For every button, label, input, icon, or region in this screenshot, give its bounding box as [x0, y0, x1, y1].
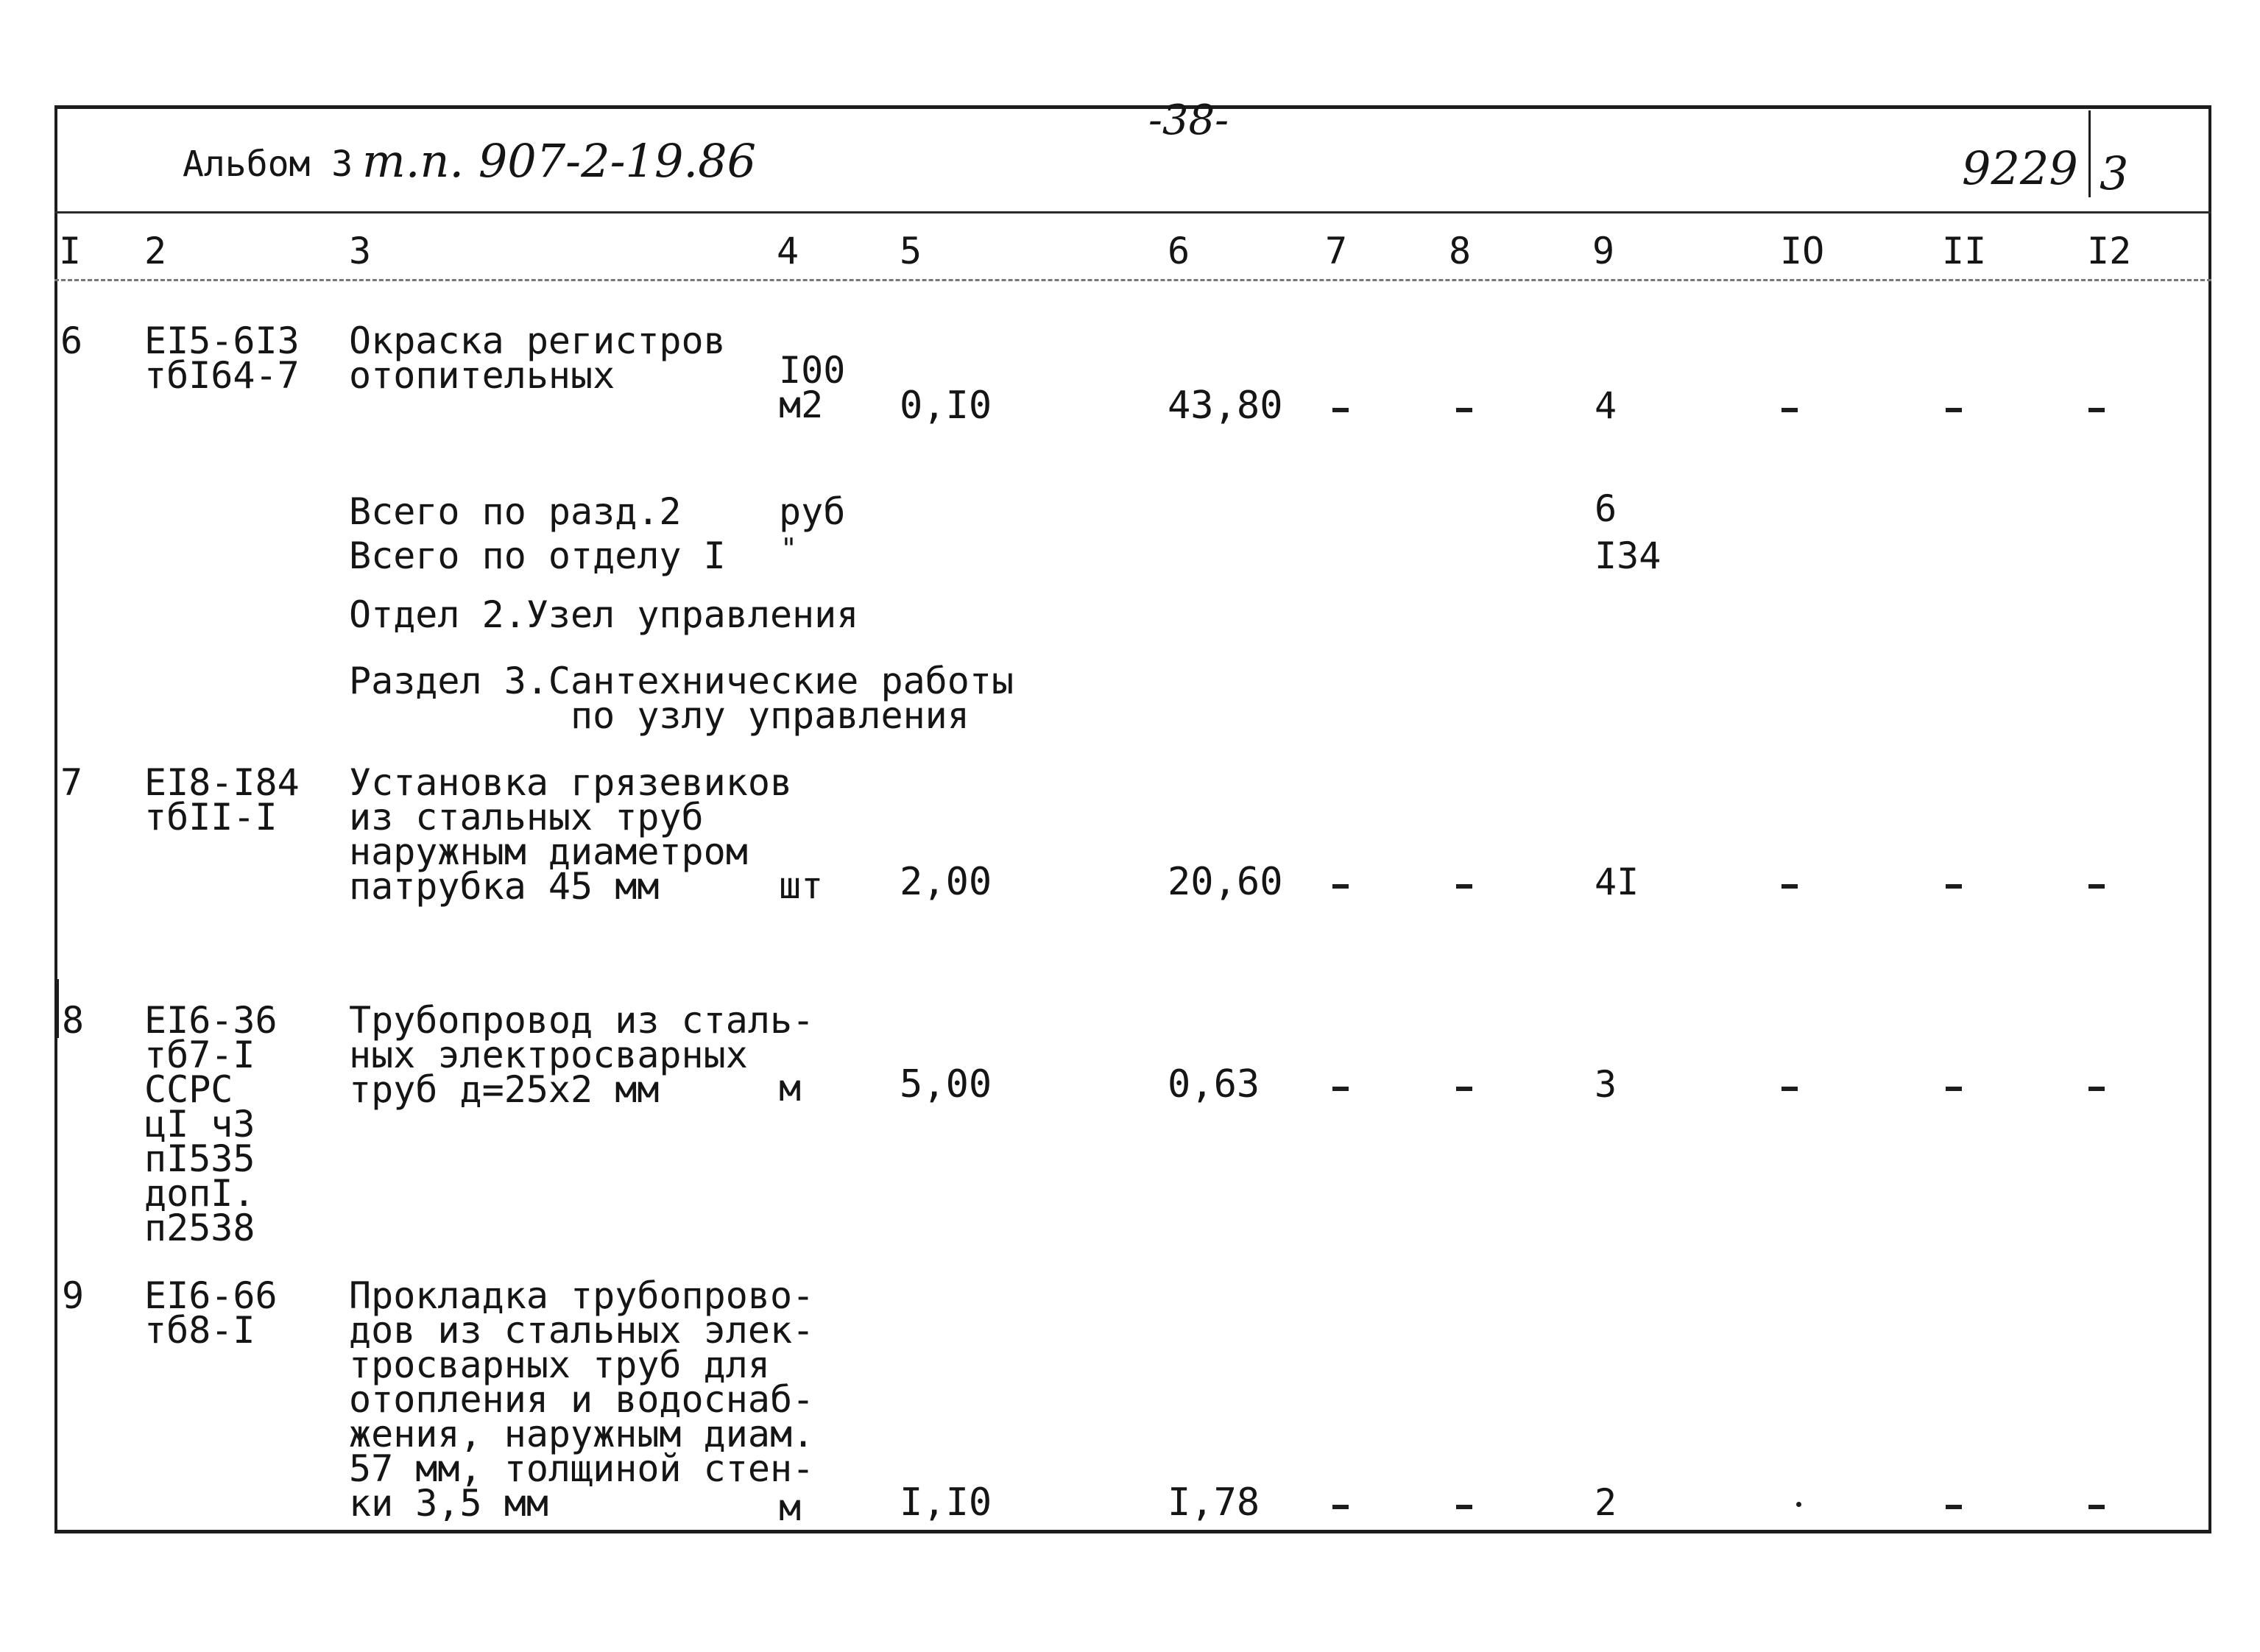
empty-cell-dash — [1332, 1505, 1349, 1509]
empty-cell-dash — [2088, 884, 2105, 889]
empty-cell-dash — [1456, 1505, 1472, 1509]
empty-cell-dash — [1946, 1505, 1962, 1509]
unit-price: I,78 — [1168, 1480, 1260, 1525]
total-cost: 2 — [1595, 1481, 1617, 1524]
page-number: -38- — [1148, 96, 1229, 144]
row-number: 7 — [60, 761, 83, 804]
empty-cell-dash — [1946, 1087, 1962, 1091]
norm-code: EI5-6I3 тбI64-7 — [144, 320, 300, 397]
empty-cell-dash — [1332, 408, 1349, 412]
empty-cell-dash — [1946, 884, 1962, 889]
col-header-6: 6 — [1168, 230, 1190, 272]
unit: м — [779, 1486, 802, 1529]
row-number: 8 — [62, 999, 85, 1042]
work-description: Окраска регистров отопительных — [349, 320, 726, 397]
col-header-9: 9 — [1592, 230, 1615, 272]
empty-cell-dash — [1332, 1087, 1349, 1091]
norm-code: EI6-36 тб7-I ССРС цI ч3 пI535 допI. п2538 — [144, 999, 278, 1249]
unit: м — [779, 1067, 802, 1109]
subtotal-label: Всего по разд.2 — [349, 490, 682, 533]
header-rule — [54, 211, 2211, 213]
col-header-2: 2 — [144, 230, 167, 272]
col-header-1: I — [59, 230, 82, 272]
unit-price: 20,60 — [1168, 860, 1283, 904]
empty-cell-dash — [2088, 408, 2105, 412]
album-label: Альбом 3 — [183, 144, 353, 185]
empty-cell-dash — [1456, 884, 1472, 889]
quantity: I,I0 — [900, 1480, 992, 1525]
empty-cell-dash — [1456, 408, 1472, 412]
sheet-number: 9229 — [1962, 141, 2078, 195]
unit-price: 0,63 — [1168, 1062, 1260, 1106]
col-header-7: 7 — [1325, 230, 1348, 272]
empty-cell-dash — [1332, 884, 1349, 889]
total-cost: 4I — [1595, 861, 1639, 903]
sheet-suffix: 3 — [2100, 147, 2129, 200]
unit-price: 43,80 — [1168, 384, 1283, 428]
norm-code: EI6-66 тб8-I — [144, 1274, 278, 1352]
col-header-4: 4 — [777, 230, 799, 272]
work-description: Трубопровод из сталь- ных электросварных труб д=25х2 мм — [349, 999, 815, 1111]
sheet-number-divider — [2088, 110, 2091, 197]
empty-cell-dash — [2088, 1505, 2105, 1509]
empty-cell-dash — [1781, 1087, 1798, 1091]
total-cost: 3 — [1595, 1063, 1617, 1106]
unit: I00 м2 — [779, 349, 846, 426]
quantity: 5,00 — [900, 1062, 992, 1106]
section-heading: Отдел 2.Узел управления — [349, 593, 859, 636]
subtotal-label: Всего по отделу I — [349, 534, 726, 577]
col-header-8: 8 — [1449, 230, 1472, 272]
total-cost: 4 — [1595, 384, 1617, 427]
col-header-3: 3 — [349, 230, 372, 272]
norm-code: EI8-I84 тбII-I — [144, 761, 300, 839]
work-description: Прокладка трубопрово- дов из стальных элек- тросварных труб для отопления и водоснаб- жения, наружным диам. 57 мм, толщиной стен- ки 3,5 мм — [349, 1274, 815, 1525]
empty-cell-dot — [1796, 1502, 1801, 1507]
work-description: Установка грязевиков из стальных труб наружным диаметром патрубка 45 мм — [349, 761, 793, 908]
col-header-11: II — [1942, 230, 1987, 272]
subtotal-unit: руб — [779, 490, 846, 533]
empty-cell-dash — [1781, 884, 1798, 889]
subtotal-value: 6 — [1595, 487, 1617, 530]
col-header-5: 5 — [900, 230, 922, 272]
empty-cell-dash — [1946, 408, 1962, 412]
col-header-12: I2 — [2087, 230, 2132, 272]
project-code: т.п. 907-2-19.86 — [362, 134, 757, 188]
subsection-heading: Раздел 3.Сантехнические работы по узлу управления — [349, 660, 1014, 737]
empty-cell-dash — [2088, 1087, 2105, 1091]
quantity: 2,00 — [900, 860, 992, 904]
quantity: 0,I0 — [900, 384, 992, 428]
column-header-rule — [54, 279, 2211, 281]
subtotal-value: I34 — [1595, 534, 1662, 577]
empty-cell-dash — [1456, 1087, 1472, 1091]
col-header-10: IO — [1780, 230, 1825, 272]
subtotal-unit: " — [780, 532, 797, 565]
margin-mark — [54, 979, 59, 1038]
empty-cell-dash — [1781, 408, 1798, 412]
row-number: 6 — [60, 320, 83, 362]
row-number: 9 — [62, 1274, 85, 1317]
unit: шт — [779, 864, 824, 907]
